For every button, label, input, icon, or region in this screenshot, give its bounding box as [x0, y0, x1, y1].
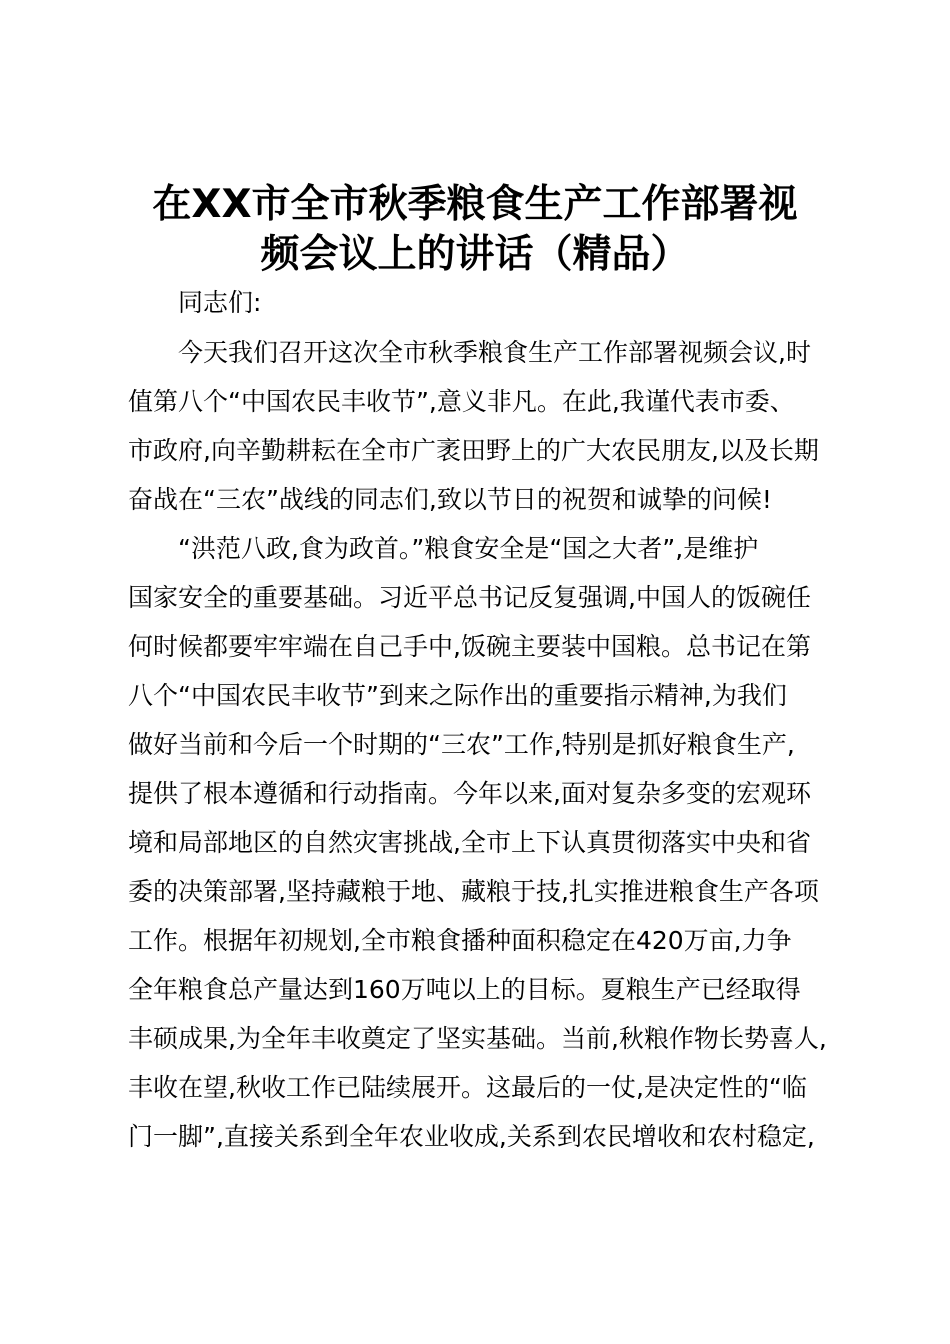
paragraph-line: 门一脚”,直接关系到全年农业收成,关系到农民增收和农村稳定, [128, 1122, 815, 1151]
title-line: 在XX市全市秋季粮食生产工作部署视 [152, 182, 798, 227]
paragraph-line: 值第八个“中国农民丰收节”,意义非凡。在此,我谨代表市委、 [128, 387, 795, 416]
paragraph-line: 委的决策部署,坚持藏粮于地、藏粮于技,扎实推进粮食生产各项 [128, 877, 819, 906]
paragraph-line: 丰硕成果,为全年丰收奠定了坚实基础。当前,秋粮作物长势喜人, [128, 1024, 827, 1053]
paragraph-line: 全年粮食总产量达到160万吨以上的目标。夏粮生产已经取得 [128, 975, 801, 1004]
paragraph-line: 国家安全的重要基础。习近平总书记反复强调,中国人的饭碗任 [128, 583, 811, 612]
paragraph-line: 奋战在“三农”战线的同志们,致以节日的祝贺和诚挚的问候! [128, 485, 772, 514]
title-line: 频会议上的讲话（精品） [260, 232, 690, 277]
paragraph-line: 做好当前和今后一个时期的“三农”工作,特别是抓好粮食生产, [128, 730, 795, 759]
salutation: 同志们: [178, 288, 262, 317]
paragraph-line: 今天我们召开这次全市秋季粮食生产工作部署视频会议,时 [178, 338, 811, 367]
paragraph-line: 境和局部地区的自然灾害挑战,全市上下认真贯彻落实中央和省 [128, 828, 811, 857]
document-title [110, 180, 840, 280]
paragraph-line: “洪范八政,食为政首。”粮食安全是“国之大者”,是维护 [178, 534, 759, 563]
paragraph-line: 八个“中国农民丰收节”到来之际作出的重要指示精神,为我们 [128, 681, 787, 710]
paragraph-line: 何时候都要牢牢端在自己手中,饭碗主要装中国粮。总书记在第 [128, 632, 811, 661]
paragraph-line: 市政府,向辛勤耕耘在全市广袤田野上的广大农民朋友,以及长期 [128, 436, 819, 465]
paragraph-line: 工作。根据年初规划,全市粮食播种面积稳定在420万亩,力争 [128, 926, 792, 955]
paragraph-line: 丰收在望,秋收工作已陆续展开。这最后的一仗,是决定性的“临 [128, 1073, 807, 1102]
paragraph-line: 提供了根本遵循和行动指南。今年以来,面对复杂多变的宏观环 [128, 779, 811, 808]
